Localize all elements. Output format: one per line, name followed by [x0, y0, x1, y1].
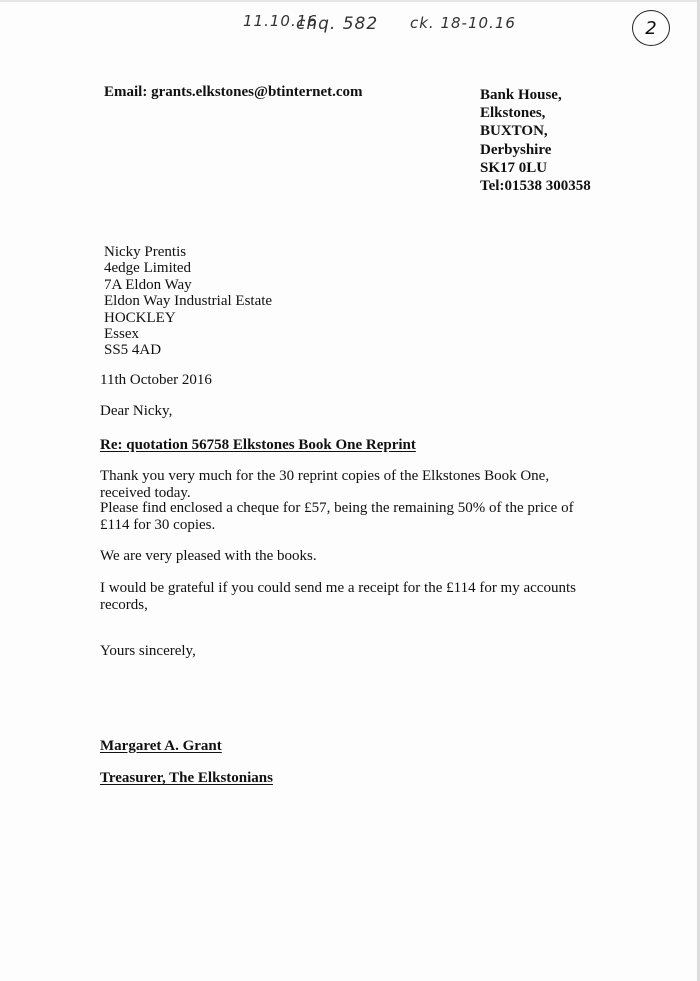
recipient-line: 4edge Limited [104, 260, 192, 277]
scan-edge-top [0, 0, 700, 2]
signatory-title: Treasurer, The Elkstonians [100, 770, 273, 786]
sender-address [480, 86, 591, 195]
recipient-line: SS5 4AD [104, 342, 162, 359]
recipient-line: Essex [104, 326, 139, 343]
paragraph-cheque: Please find enclosed a cheque for £57, being the remaining 50% of the price of £114 for 30 copies. [100, 500, 574, 533]
recipient-line: Nicky Prentis [104, 244, 187, 260]
address-line: BUXTON, [480, 123, 548, 140]
circled-page-number [632, 10, 670, 46]
handwritten-date-note: 11.10.16 [243, 12, 318, 30]
letter-date: 11th October 2016 [100, 372, 212, 388]
recipient-line: HOCKLEY [104, 309, 176, 326]
paragraph-receipt-request: I would be grateful if you could send me a receipt for the £114 for my accounts records, [100, 580, 576, 613]
recipient-address [104, 244, 272, 359]
closing: Yours sincerely, [100, 643, 196, 659]
recipient-line: 7A Eldon Way [104, 276, 192, 293]
signatory-name: Margaret A. Grant [100, 738, 222, 754]
subject-line: Re: quotation 56758 Elkstones Book One Reprint [100, 437, 416, 453]
paragraph-thanks: Thank you very much for the 30 reprint copies of the Elkstones Book One, received today. [100, 468, 550, 501]
salutation: Dear Nicky, [100, 403, 173, 419]
address-line: SK17 0LU [480, 159, 548, 176]
address-line: Derbyshire [480, 141, 552, 158]
address-line: Elkstones, [480, 105, 546, 122]
page-number-text: 2 [645, 17, 657, 39]
address-line: Bank House, [480, 87, 562, 103]
address-line: Tel:01538 300358 [480, 178, 591, 195]
paragraph-pleased: We are very pleased with the books. [100, 548, 317, 564]
recipient-line: Eldon Way Industrial Estate [104, 293, 273, 310]
handwritten-check-note: ck. 18-10.16 [410, 14, 516, 32]
handwritten-cheque-note: chq. 582 [296, 14, 379, 34]
sender-email: Email: grants.elkstones@btinternet.com [104, 84, 363, 100]
